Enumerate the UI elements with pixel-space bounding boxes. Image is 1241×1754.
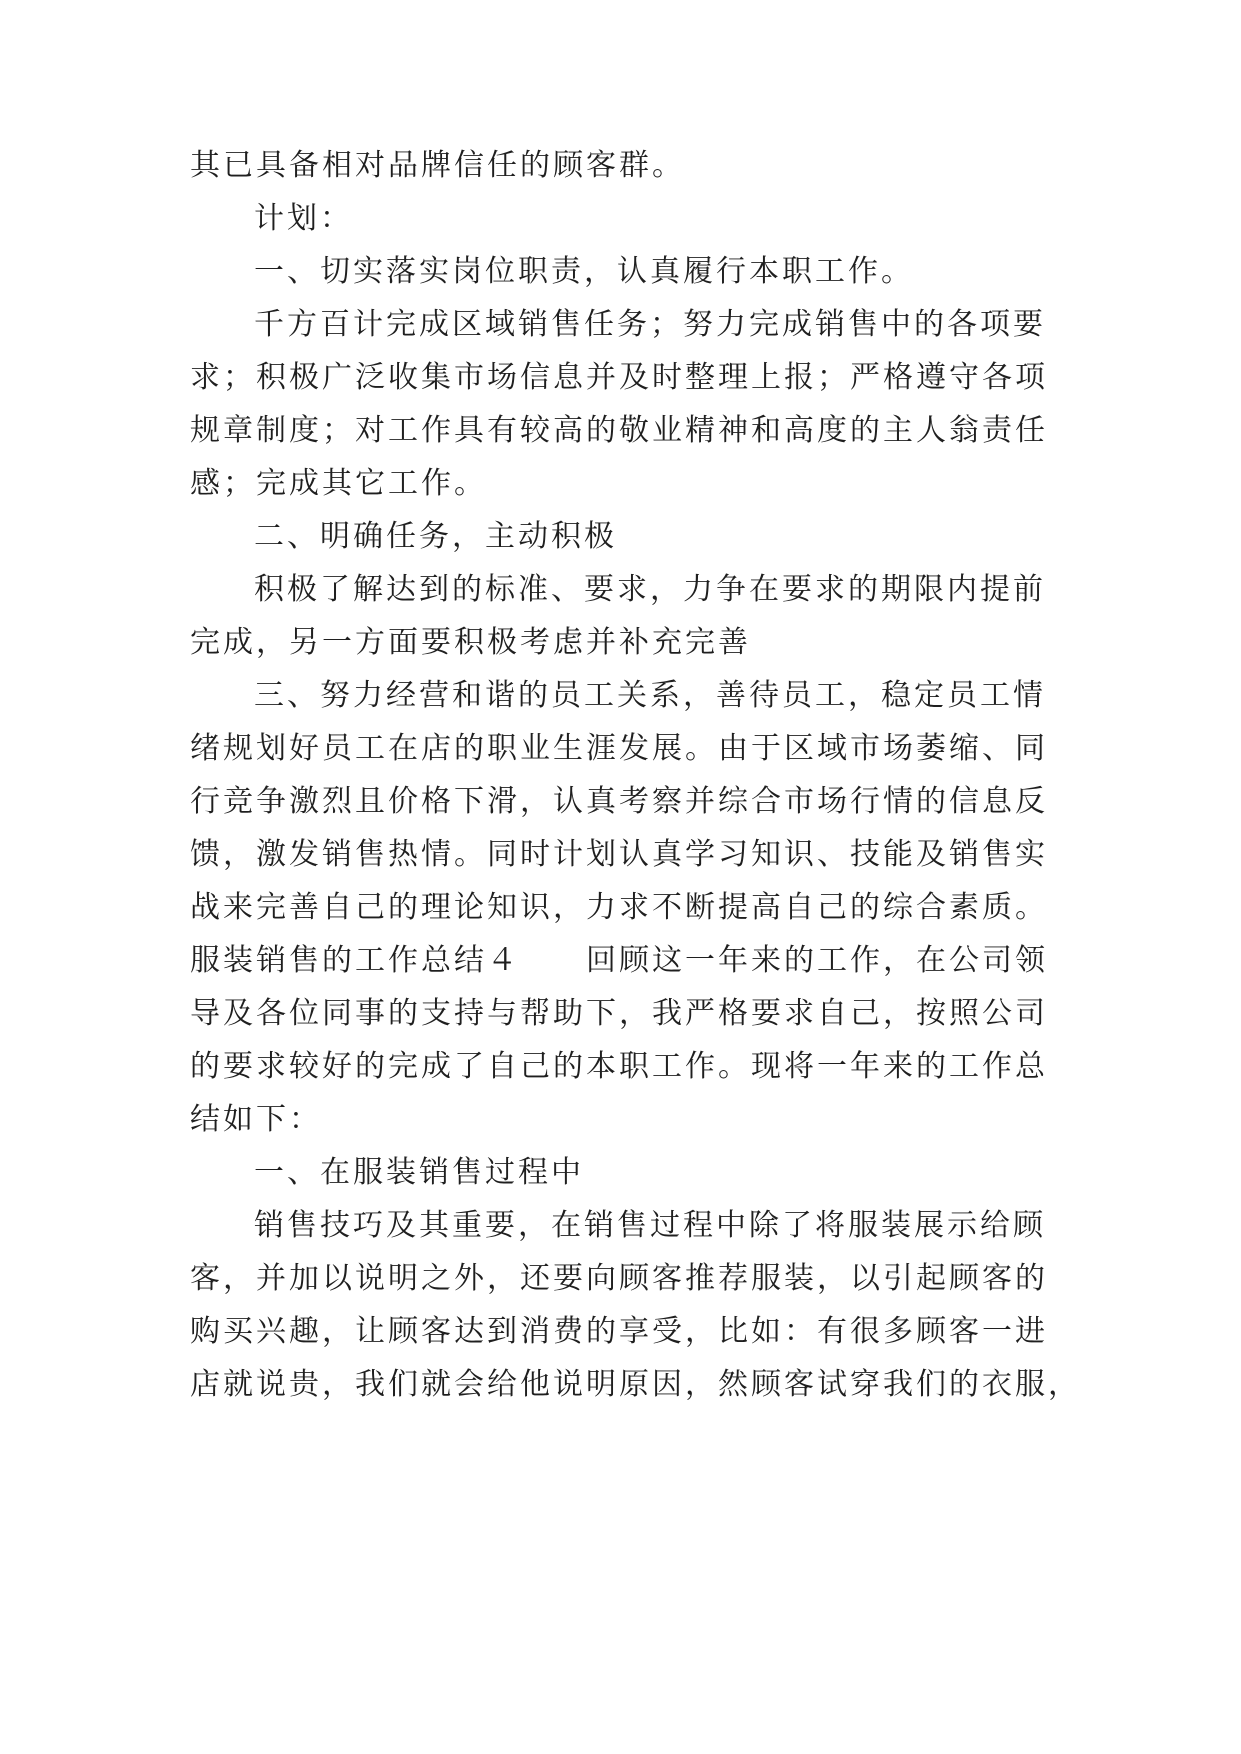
text-line: 购买兴趣，让顾客达到消费的享受，比如：有很多顾客一进 xyxy=(190,1314,1048,1349)
text-line: 其已具备相对品牌信任的顾客群。 xyxy=(190,148,685,183)
text-line: 行竞争激烈且价格下滑，认真考察并综合市场行情的信息反 xyxy=(190,784,1048,819)
text-line: 求；积极广泛收集市场信息并及时整理上报；严格遵守各项 xyxy=(190,360,1048,395)
text-line: 一、切实落实岗位职责，认真履行本职工作。 xyxy=(254,254,914,289)
text-line: 一、在服装销售过程中 xyxy=(254,1155,584,1190)
text-line: 积极了解达到的标准、要求，力争在要求的期限内提前 xyxy=(254,572,1046,607)
text-line: 二、明确任务，主动积极 xyxy=(254,519,617,554)
text-line: 服装销售的工作总结４ 回顾这一年来的工作，在公司领 xyxy=(190,943,1048,978)
text-line: 客，并加以说明之外，还要向顾客推荐服装，以引起顾客的 xyxy=(190,1261,1048,1296)
text-line: 销售技巧及其重要，在销售过程中除了将服装展示给顾 xyxy=(254,1208,1046,1243)
text-line: 店就说贵，我们就会给他说明原因，然顾客试穿我们的衣服， xyxy=(190,1367,1081,1402)
text-line: 完成，另一方面要积极考虑并补充完善 xyxy=(190,625,751,660)
text-line: 结如下： xyxy=(190,1102,322,1137)
text-line: 战来完善自己的理论知识，力求不断提高自己的综合素质。 xyxy=(190,890,1048,925)
text-line: 规章制度；对工作具有较高的敬业精神和高度的主人翁责任 xyxy=(190,413,1048,448)
text-line: 绪规划好员工在店的职业生涯发展。由于区域市场萎缩、同 xyxy=(190,731,1048,766)
text-line: 三、努力经营和谐的员工关系，善待员工，稳定员工情 xyxy=(254,678,1046,713)
text-line: 计划： xyxy=(254,201,353,236)
text-line: 千方百计完成区域销售任务；努力完成销售中的各项要 xyxy=(254,307,1046,342)
text-line: 馈，激发销售热情。同时计划认真学习知识、技能及销售实 xyxy=(190,837,1048,872)
text-line: 的要求较好的完成了自己的本职工作。现将一年来的工作总 xyxy=(190,1049,1048,1084)
text-line: 导及各位同事的支持与帮助下，我严格要求自己，按照公司 xyxy=(190,996,1048,1031)
text-line: 感；完成其它工作。 xyxy=(190,466,487,501)
